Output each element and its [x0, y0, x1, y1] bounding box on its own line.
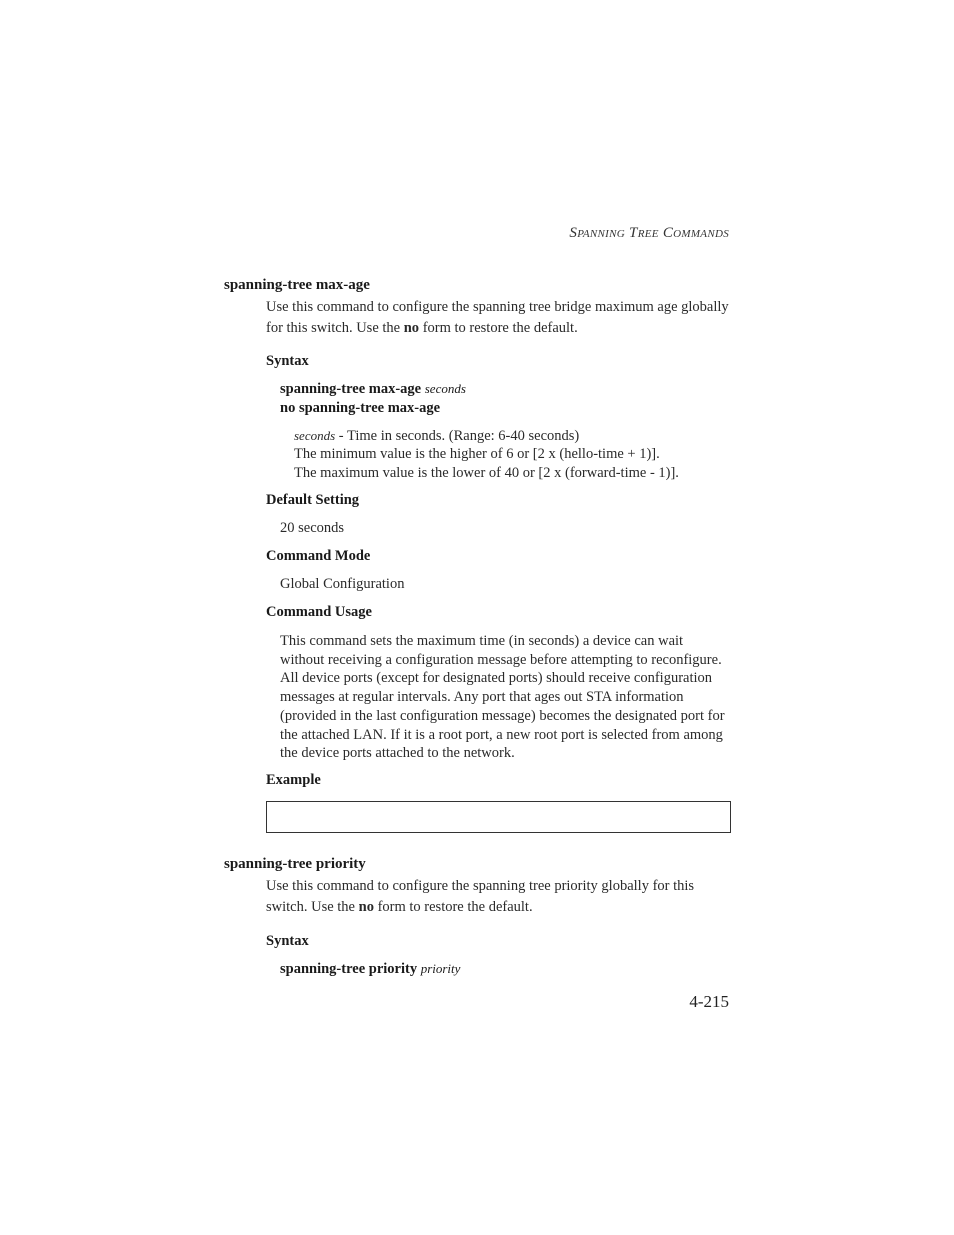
command-usage-text: This command sets the maximum time (in seconds) a device can wait without receiving a configuration message before attempting to reconfigure. All device ports (except for designated ports) should receive configuration messages at regular intervals. Any port that ages out STA information (provided in the last configuration message) becomes the designated port for the attached LAN. If it is a root port, a new root port is selected from among the device ports attached to the network.	[280, 633, 725, 762]
max-age-description: Use this command to configure the spanning tree bridge maximum age globally for this switch. Use the no form to restore the default.	[266, 299, 729, 336]
max-age-param-min: The minimum value is the higher of 6 or [2 x (hello-time + 1)].	[294, 446, 660, 462]
command-mode-value: Global Configuration	[280, 576, 405, 592]
max-age-syntax-heading: Syntax	[266, 353, 309, 369]
example-heading: Example	[266, 772, 321, 788]
max-age-syntax-line: spanning-tree max-age seconds	[280, 381, 466, 397]
default-setting-heading: Default Setting	[266, 492, 360, 508]
command-usage-heading: Command Usage	[266, 604, 372, 620]
running-header: SPANNING TREE COMMANDS	[569, 225, 729, 241]
priority-description: Use this command to configure the spanning tree priority globally for this switch. Use the no form to restore the default.	[266, 878, 695, 915]
max-age-param-seconds: seconds - Time in seconds. (Range: 6-40 seconds)	[294, 428, 580, 444]
section-title-priority: spanning-tree priority	[224, 856, 366, 872]
priority-syntax-heading: Syntax	[266, 933, 309, 949]
default-setting-value: 20 seconds	[280, 520, 345, 536]
max-age-no-syntax-line: no spanning-tree max-age	[280, 400, 441, 416]
example-box	[266, 801, 731, 833]
command-mode-heading: Command Mode	[266, 548, 371, 564]
section-title-max-age: spanning-tree max-age	[224, 277, 370, 293]
priority-syntax-line: spanning-tree priority priority	[280, 961, 461, 977]
page-number: 4-215	[689, 992, 729, 1011]
max-age-param-max: The maximum value is the lower of 40 or [2 x (forward-time - 1)].	[294, 465, 679, 481]
